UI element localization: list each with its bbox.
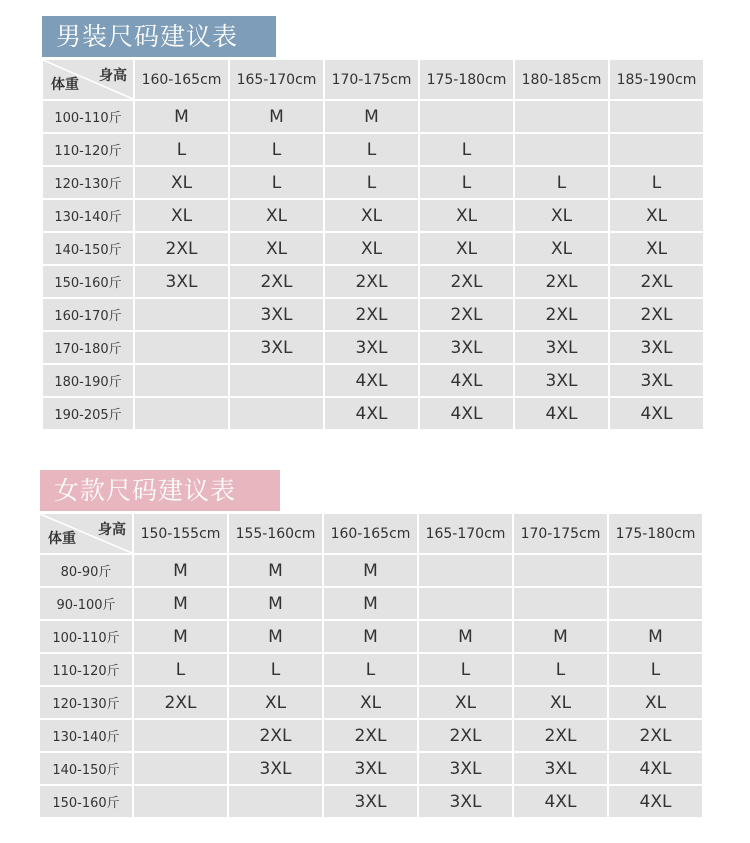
size-cell: 2XL xyxy=(325,266,418,297)
size-cell xyxy=(609,555,702,586)
size-cell xyxy=(515,134,608,165)
size-cell xyxy=(134,720,227,751)
size-cell: XL xyxy=(135,167,228,198)
size-cell xyxy=(134,786,227,817)
size-cell: 2XL xyxy=(419,720,512,751)
size-cell: M xyxy=(134,588,227,619)
size-cell xyxy=(230,365,323,396)
size-cell: XL xyxy=(610,233,703,264)
size-cell: M xyxy=(514,621,607,652)
size-cell xyxy=(135,299,228,330)
men-size-chart-title: 男装尺码建议表 xyxy=(42,16,276,57)
size-cell: XL xyxy=(514,687,607,718)
table-row xyxy=(43,167,703,198)
size-cell xyxy=(229,786,322,817)
table-row xyxy=(43,299,703,330)
size-cell xyxy=(134,753,227,784)
height-axis-label: 身高 xyxy=(98,522,126,538)
size-cell: 2XL xyxy=(610,266,703,297)
size-cell: 2XL xyxy=(515,266,608,297)
table-row xyxy=(40,786,702,817)
size-cell: 2XL xyxy=(230,266,323,297)
height-column-header: 180-185cm xyxy=(515,60,608,99)
height-column-header: 185-190cm xyxy=(610,60,703,99)
size-cell: 4XL xyxy=(514,786,607,817)
size-cell xyxy=(514,555,607,586)
weight-row-label: 180-190斤 xyxy=(43,365,133,396)
size-cell xyxy=(135,332,228,363)
size-cell: M xyxy=(229,621,322,652)
size-cell: L xyxy=(134,654,227,685)
weight-row-label: 110-120斤 xyxy=(40,654,132,685)
table-row xyxy=(40,588,702,619)
weight-row-label: 120-130斤 xyxy=(43,167,133,198)
size-cell: 3XL xyxy=(610,365,703,396)
table-row xyxy=(43,266,703,297)
size-cell: M xyxy=(230,101,323,132)
size-cell: M xyxy=(324,555,417,586)
size-cell: XL xyxy=(420,233,513,264)
table-row xyxy=(43,398,703,429)
size-cell: 3XL xyxy=(419,786,512,817)
size-cell: 4XL xyxy=(609,786,702,817)
size-cell: M xyxy=(325,101,418,132)
size-cell: 3XL xyxy=(230,332,323,363)
table-row xyxy=(43,332,703,363)
size-cell: M xyxy=(229,588,322,619)
height-column-header: 150-155cm xyxy=(134,514,227,553)
size-cell: XL xyxy=(420,200,513,231)
size-cell: XL xyxy=(609,687,702,718)
size-cell: 4XL xyxy=(325,398,418,429)
size-cell: L xyxy=(419,654,512,685)
weight-row-label: 110-120斤 xyxy=(43,134,133,165)
size-cell: XL xyxy=(230,233,323,264)
size-cell: 4XL xyxy=(610,398,703,429)
height-column-header: 165-170cm xyxy=(230,60,323,99)
size-cell: M xyxy=(609,621,702,652)
size-cell: 2XL xyxy=(420,299,513,330)
table-row xyxy=(40,621,702,652)
table-row xyxy=(43,200,703,231)
size-cell: 2XL xyxy=(324,720,417,751)
size-cell: 3XL xyxy=(420,332,513,363)
weight-row-label: 140-150斤 xyxy=(43,233,133,264)
table-row xyxy=(43,233,703,264)
size-cell: XL xyxy=(610,200,703,231)
size-cell: XL xyxy=(515,233,608,264)
size-cell: L xyxy=(325,134,418,165)
height-column-header: 160-165cm xyxy=(135,60,228,99)
size-cell: 3XL xyxy=(514,753,607,784)
weight-axis-label: 体重 xyxy=(51,77,79,93)
size-cell: 4XL xyxy=(515,398,608,429)
size-cell: 3XL xyxy=(419,753,512,784)
weight-axis-label: 体重 xyxy=(48,531,76,547)
size-cell: L xyxy=(610,167,703,198)
height-axis-label: 身高 xyxy=(99,68,127,84)
size-cell: M xyxy=(134,555,227,586)
weight-row-label: 140-150斤 xyxy=(40,753,132,784)
table-row xyxy=(40,753,702,784)
size-cell: XL xyxy=(230,200,323,231)
size-cell xyxy=(610,101,703,132)
size-cell xyxy=(419,588,512,619)
size-cell: 3XL xyxy=(324,753,417,784)
table-row xyxy=(43,365,703,396)
size-cell: 2XL xyxy=(610,299,703,330)
size-cell xyxy=(610,134,703,165)
weight-row-label: 170-180斤 xyxy=(43,332,133,363)
size-cell: M xyxy=(324,588,417,619)
size-cell: 2XL xyxy=(325,299,418,330)
size-cell xyxy=(514,588,607,619)
size-cell: L xyxy=(420,167,513,198)
corner-header xyxy=(40,514,132,553)
size-cell: L xyxy=(514,654,607,685)
weight-row-label: 150-160斤 xyxy=(43,266,133,297)
size-cell: M xyxy=(229,555,322,586)
size-cell: XL xyxy=(324,687,417,718)
size-cell: 3XL xyxy=(230,299,323,330)
size-cell xyxy=(135,398,228,429)
size-cell: 3XL xyxy=(610,332,703,363)
height-column-header: 170-175cm xyxy=(514,514,607,553)
size-cell: L xyxy=(230,167,323,198)
size-cell xyxy=(609,588,702,619)
size-cell: L xyxy=(230,134,323,165)
size-cell: 2XL xyxy=(420,266,513,297)
size-cell: L xyxy=(135,134,228,165)
weight-row-label: 150-160斤 xyxy=(40,786,132,817)
size-cell: 3XL xyxy=(135,266,228,297)
women-size-table xyxy=(38,512,704,819)
size-cell: 2XL xyxy=(229,720,322,751)
height-column-header: 160-165cm xyxy=(324,514,417,553)
size-cell: 3XL xyxy=(515,365,608,396)
size-cell: 3XL xyxy=(229,753,322,784)
size-cell: L xyxy=(325,167,418,198)
size-cell: 2XL xyxy=(515,299,608,330)
height-column-header: 170-175cm xyxy=(325,60,418,99)
size-cell: 2XL xyxy=(135,233,228,264)
table-row xyxy=(40,720,702,751)
weight-row-label: 90-100斤 xyxy=(40,588,132,619)
header-row xyxy=(43,60,703,99)
size-cell: 2XL xyxy=(134,687,227,718)
size-cell: M xyxy=(419,621,512,652)
table-row xyxy=(40,555,702,586)
height-column-header: 175-180cm xyxy=(609,514,702,553)
weight-row-label: 100-110斤 xyxy=(43,101,133,132)
weight-row-label: 80-90斤 xyxy=(40,555,132,586)
size-cell xyxy=(230,398,323,429)
size-cell: 3XL xyxy=(325,332,418,363)
size-cell: L xyxy=(609,654,702,685)
weight-row-label: 190-205斤 xyxy=(43,398,133,429)
size-cell xyxy=(515,101,608,132)
size-cell: XL xyxy=(229,687,322,718)
table-row xyxy=(40,654,702,685)
size-cell: XL xyxy=(325,233,418,264)
size-cell xyxy=(135,365,228,396)
women-size-chart-title: 女款尺码建议表 xyxy=(40,470,280,511)
size-cell: M xyxy=(135,101,228,132)
table-row xyxy=(43,101,703,132)
table-row xyxy=(43,134,703,165)
weight-row-label: 160-170斤 xyxy=(43,299,133,330)
size-cell: XL xyxy=(135,200,228,231)
weight-row-label: 100-110斤 xyxy=(40,621,132,652)
size-cell: 3XL xyxy=(515,332,608,363)
height-column-header: 155-160cm xyxy=(229,514,322,553)
size-cell: M xyxy=(324,621,417,652)
size-cell: M xyxy=(134,621,227,652)
size-cell: L xyxy=(324,654,417,685)
size-cell: 4XL xyxy=(420,365,513,396)
size-cell: L xyxy=(229,654,322,685)
height-column-header: 175-180cm xyxy=(420,60,513,99)
size-cell: 2XL xyxy=(609,720,702,751)
size-cell: 4XL xyxy=(325,365,418,396)
size-cell: L xyxy=(515,167,608,198)
weight-row-label: 130-140斤 xyxy=(43,200,133,231)
weight-row-label: 120-130斤 xyxy=(40,687,132,718)
size-cell xyxy=(420,101,513,132)
size-cell: XL xyxy=(515,200,608,231)
size-cell: 2XL xyxy=(514,720,607,751)
size-cell: 3XL xyxy=(324,786,417,817)
table-row xyxy=(40,687,702,718)
size-cell: XL xyxy=(419,687,512,718)
size-cell: L xyxy=(420,134,513,165)
size-cell: 4XL xyxy=(609,753,702,784)
corner-header xyxy=(43,60,133,99)
header-row xyxy=(40,514,702,553)
size-cell: 4XL xyxy=(420,398,513,429)
size-cell: XL xyxy=(325,200,418,231)
size-cell xyxy=(419,555,512,586)
weight-row-label: 130-140斤 xyxy=(40,720,132,751)
height-column-header: 165-170cm xyxy=(419,514,512,553)
men-size-table xyxy=(41,58,705,431)
